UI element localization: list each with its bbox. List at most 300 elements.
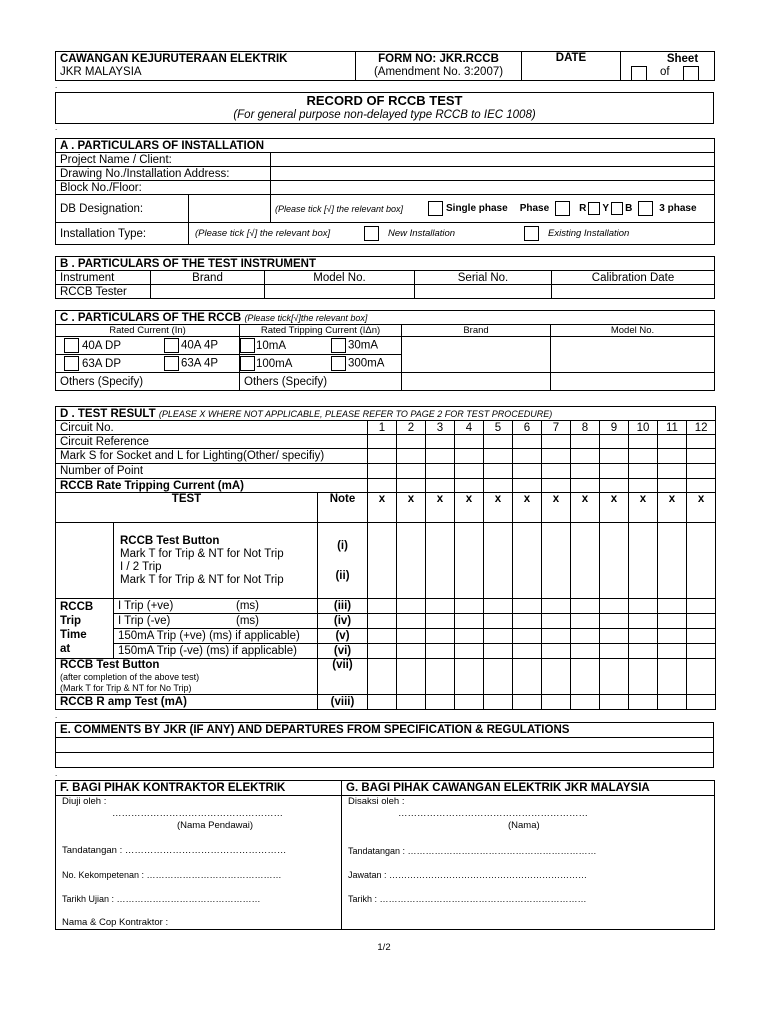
section-f-body [56, 796, 342, 930]
note-iv: (iv) [318, 614, 368, 629]
cell[interactable] [571, 449, 600, 464]
tester-model-field[interactable] [265, 285, 415, 299]
rccb-brand-field[interactable] [402, 337, 551, 373]
cell[interactable] [513, 479, 542, 493]
cell[interactable] [600, 464, 629, 479]
x-mark: x [687, 493, 716, 523]
cell[interactable] [368, 523, 397, 599]
cell[interactable] [513, 464, 542, 479]
cell[interactable] [484, 464, 513, 479]
x-mark: x [542, 493, 571, 523]
col-instrument: Instrument [56, 271, 151, 285]
others-rated[interactable]: Others (Specify) [56, 373, 240, 391]
cell[interactable] [426, 523, 455, 599]
page-number: 1/2 [377, 942, 391, 953]
block-field[interactable] [271, 181, 715, 195]
10ma-checkbox[interactable] [240, 338, 255, 353]
cell[interactable] [658, 523, 687, 599]
disaksi-label: Disaksi oleh : [348, 796, 405, 807]
cell[interactable] [629, 644, 658, 659]
cell[interactable] [455, 599, 484, 614]
mark-s-label: Mark S for Socket and L for Lighting(Other/ specifiy) [56, 449, 368, 464]
date-label: DATE [555, 52, 587, 64]
cell[interactable] [600, 435, 629, 449]
cell[interactable] [600, 479, 629, 493]
cell[interactable] [542, 523, 571, 599]
sheet-label: Sheet [666, 52, 699, 65]
cell[interactable] [513, 449, 542, 464]
cell[interactable] [658, 464, 687, 479]
cell[interactable] [571, 695, 600, 710]
x-mark: x [484, 493, 513, 523]
new-installation-label: New Installation [388, 228, 456, 239]
cell[interactable] [426, 464, 455, 479]
cell[interactable] [397, 523, 426, 599]
g-tarikh[interactable]: Tarikh : …………………………………………………………… [348, 894, 587, 904]
cell[interactable] [484, 629, 513, 644]
cell[interactable] [658, 629, 687, 644]
section-d-note: (PLEASE X WHERE NOT APPLICABLE, PLEASE REFER TO PAGE 2 FOR TEST PROCEDURE) [158, 408, 553, 419]
single-phase-checkbox[interactable] [428, 201, 443, 216]
cell[interactable] [426, 599, 455, 614]
circuit-4: 4 [455, 421, 484, 435]
cell[interactable] [542, 479, 571, 493]
comment-line-1[interactable] [56, 738, 714, 753]
cell[interactable] [426, 695, 455, 710]
pendawai-dots[interactable]: ……………………………………………… [112, 808, 283, 819]
cell[interactable] [629, 614, 658, 629]
40a-4p-checkbox[interactable] [164, 338, 179, 353]
circuit-ref-label: Circuit Reference [56, 435, 368, 449]
y-label: Y [602, 203, 610, 214]
circuit-8: 8 [571, 421, 600, 435]
x-mark: x [426, 493, 455, 523]
cell[interactable] [513, 695, 542, 710]
rccb-tester-label: RCCB Tester [56, 285, 151, 299]
circuit-6: 6 [513, 421, 542, 435]
cell[interactable] [426, 435, 455, 449]
30ma-label: 30mA [348, 339, 379, 352]
note-v: (v) [318, 629, 368, 644]
db-options [271, 195, 715, 223]
rate-trip-label: RCCB Rate Tripping Current (mA) [56, 479, 368, 493]
note-vi: (vi) [318, 644, 368, 659]
cell[interactable] [397, 599, 426, 614]
x-mark: x [455, 493, 484, 523]
circuit-2: 2 [397, 421, 426, 435]
drawing-field[interactable] [271, 167, 715, 181]
blank-cell [56, 523, 114, 599]
cell[interactable] [513, 659, 542, 695]
cell[interactable] [571, 599, 600, 614]
cell[interactable] [426, 644, 455, 659]
test-button2-desc [56, 659, 318, 695]
cell[interactable] [542, 659, 571, 695]
cell[interactable] [571, 644, 600, 659]
x-mark: x [600, 493, 629, 523]
cell[interactable] [484, 449, 513, 464]
circuit-11: 11 [658, 421, 687, 435]
x-mark: x [658, 493, 687, 523]
title-box [55, 92, 714, 124]
sheet-cell [621, 52, 715, 81]
trip-word: Trip [60, 615, 82, 627]
x-mark: x [513, 493, 542, 523]
trip-row1 [240, 337, 402, 355]
cell[interactable] [368, 435, 397, 449]
cell[interactable] [571, 659, 600, 695]
three-phase-checkbox[interactable] [638, 201, 653, 216]
cell[interactable] [658, 449, 687, 464]
note-iii: (iii) [318, 599, 368, 614]
cell[interactable] [658, 479, 687, 493]
others-trip[interactable]: Others (Specify) [240, 373, 402, 391]
cell[interactable] [629, 659, 658, 695]
cell[interactable] [397, 695, 426, 710]
cell[interactable] [397, 479, 426, 493]
cell[interactable] [513, 614, 542, 629]
project-field[interactable] [271, 153, 715, 167]
note-header: Note [318, 493, 368, 523]
cell[interactable] [484, 614, 513, 629]
time-word: Time [60, 629, 87, 641]
cell[interactable] [658, 614, 687, 629]
section-c-heading: C . PARTICULARS OF THE RCCB [60, 311, 242, 324]
300ma-label: 300mA [348, 357, 385, 370]
cell[interactable] [658, 644, 687, 659]
circuit-12: 12 [687, 421, 716, 435]
of-label: of [660, 65, 670, 78]
section-d-heading: D . TEST RESULT [60, 407, 156, 420]
section-a-table [55, 138, 715, 245]
cell[interactable] [368, 614, 397, 629]
cell[interactable] [687, 659, 716, 695]
cell[interactable] [687, 435, 716, 449]
rate-trip-row [56, 479, 716, 493]
btn2-title: RCCB Test Button [60, 659, 160, 671]
section-c-table [55, 310, 715, 391]
col-rated-current: Rated Current (In) [56, 325, 240, 337]
cell[interactable] [484, 695, 513, 710]
cell[interactable] [455, 614, 484, 629]
63a-4p-checkbox[interactable] [164, 356, 179, 371]
cell[interactable] [600, 599, 629, 614]
cell[interactable] [426, 614, 455, 629]
cell[interactable] [426, 449, 455, 464]
cell[interactable] [629, 523, 658, 599]
half-trip: I / 2 Trip [120, 560, 162, 573]
cell[interactable] [397, 659, 426, 695]
cell[interactable] [629, 599, 658, 614]
cell[interactable] [629, 449, 658, 464]
section-g-body [342, 796, 715, 930]
100ma-label: 100mA [256, 357, 293, 370]
cell[interactable] [629, 435, 658, 449]
col-model: Model No. [265, 271, 415, 285]
cell[interactable] [687, 479, 716, 493]
drawing-label: Drawing No./Installation Address: [56, 167, 271, 181]
cell[interactable] [600, 695, 629, 710]
btn-mark: Mark T for Trip & NT for Not Trip [120, 547, 284, 560]
circuit-3: 3 [426, 421, 455, 435]
cell[interactable] [542, 449, 571, 464]
f-kompetenan[interactable]: No. Kekompetenan : ……………………………………… [62, 870, 282, 880]
inst-type-label: Installation Type: [56, 223, 189, 245]
ms-text: (ms) [236, 600, 259, 612]
40a-dp-checkbox[interactable] [64, 338, 79, 353]
db-field[interactable] [189, 195, 271, 223]
cell[interactable] [687, 695, 716, 710]
cell[interactable] [397, 614, 426, 629]
single-phase-label: Single phase [446, 203, 508, 214]
header-table [55, 51, 715, 81]
cell[interactable] [513, 435, 542, 449]
cell[interactable] [687, 614, 716, 629]
g-nama: (Nama) [508, 820, 540, 831]
cell[interactable] [426, 659, 455, 695]
cell[interactable] [600, 644, 629, 659]
section-d-table [55, 406, 716, 710]
three-phase-label: 3 phase [659, 203, 697, 214]
trip-pos-text: I Trip (+ve) [118, 600, 174, 612]
cell[interactable] [629, 695, 658, 710]
y-checkbox[interactable] [611, 202, 623, 215]
existing-installation-checkbox[interactable] [524, 226, 539, 241]
cell[interactable] [600, 629, 629, 644]
block-label: Block No./Floor: [56, 181, 271, 195]
trip-neg-label [114, 614, 318, 629]
trip150-neg-label: 150mA Trip (-ve) (ms) if applicable) [114, 644, 318, 659]
sheet-total-box[interactable] [683, 66, 699, 81]
trip-pos-row [56, 599, 716, 614]
ramp-row [56, 695, 716, 710]
col-rated-tripping: Rated Tripping Current (IΔn) [240, 325, 402, 337]
col-c-brand: Brand [402, 325, 551, 337]
cell[interactable] [513, 599, 542, 614]
cell[interactable] [368, 479, 397, 493]
form-no: FORM NO: JKR.RCCB [378, 53, 499, 65]
cell[interactable] [368, 695, 397, 710]
test-button2-row [56, 659, 716, 695]
num-point-label: Number of Point [56, 464, 368, 479]
x-mark: x [368, 493, 397, 523]
cell[interactable] [542, 435, 571, 449]
cell[interactable] [542, 629, 571, 644]
f-cop[interactable]: Nama & Cop Kontraktor : [62, 917, 169, 928]
cell[interactable] [455, 659, 484, 695]
trip150-neg-row [56, 644, 716, 659]
cell[interactable] [426, 629, 455, 644]
section-b-heading: B . PARTICULARS OF THE TEST INSTRUMENT [56, 257, 715, 271]
phase-checkbox[interactable] [555, 201, 570, 216]
cell[interactable] [571, 629, 600, 644]
tester-brand-field[interactable] [151, 285, 265, 299]
existing-installation-label: Existing Installation [548, 228, 630, 239]
cell[interactable] [368, 599, 397, 614]
g-tandatangan[interactable]: Tandatangan : ……………………………………………………… [348, 846, 597, 856]
rccb-word: RCCB [60, 601, 94, 613]
cell[interactable] [397, 464, 426, 479]
cell[interactable] [542, 464, 571, 479]
cell[interactable] [658, 695, 687, 710]
rccb-trip-time-label [56, 599, 114, 659]
rccb-model-field-2[interactable] [551, 373, 715, 391]
r-checkbox[interactable] [588, 202, 600, 215]
10ma-label: 10mA [256, 339, 287, 352]
cell[interactable] [600, 523, 629, 599]
cell[interactable] [368, 449, 397, 464]
cell[interactable] [455, 435, 484, 449]
cell[interactable] [600, 614, 629, 629]
cell[interactable] [687, 644, 716, 659]
cell[interactable] [484, 523, 513, 599]
org-line2: JKR MALAYSIA [60, 66, 142, 78]
mark-s-row [56, 449, 716, 464]
cell[interactable] [571, 435, 600, 449]
trip150-pos-label: 150mA Trip (+ve) (ms) if applicable) [114, 629, 318, 644]
cell[interactable] [687, 599, 716, 614]
cell[interactable] [542, 599, 571, 614]
circuit-7: 7 [542, 421, 571, 435]
x-mark: x [629, 493, 658, 523]
note-i-ii [318, 523, 368, 599]
section-e-table [55, 722, 714, 768]
at-word: at [60, 643, 71, 655]
form-cell [356, 52, 522, 81]
tester-serial-field[interactable] [415, 285, 552, 299]
r-label: R [579, 203, 587, 214]
cell[interactable] [368, 659, 397, 695]
cell[interactable] [687, 629, 716, 644]
cell[interactable] [455, 523, 484, 599]
nama-pendawai: (Nama Pendawai) [177, 820, 254, 831]
cell[interactable] [455, 644, 484, 659]
cell[interactable] [455, 479, 484, 493]
cell[interactable] [484, 479, 513, 493]
100ma-checkbox[interactable] [240, 356, 255, 371]
rccb-brand-field-2[interactable] [402, 373, 551, 391]
cell[interactable] [571, 464, 600, 479]
30ma-checkbox[interactable] [331, 338, 346, 353]
page-title: RECORD OF RCCB TEST [306, 93, 463, 108]
db-tick-note: (Please tick [√] the relevant box] [275, 203, 403, 214]
g-jawatan[interactable]: Jawatan : ………………………………………………………… [348, 870, 588, 880]
cell[interactable] [687, 464, 716, 479]
cell[interactable] [687, 523, 716, 599]
trip-neg-row [56, 614, 716, 629]
rccb-model-field[interactable] [551, 337, 715, 373]
cell[interactable] [571, 523, 600, 599]
btn2-note2: (Mark T for Trip & NT for No Trip) [60, 683, 192, 693]
cell[interactable] [368, 464, 397, 479]
cell[interactable] [484, 644, 513, 659]
circuit-ref-row [56, 435, 716, 449]
cell[interactable] [658, 435, 687, 449]
tester-calibration-field[interactable] [552, 285, 715, 299]
cell[interactable] [455, 629, 484, 644]
test-header-row [56, 493, 716, 523]
f-tandatangan[interactable]: Tandatangan : …………………………………………… [62, 845, 287, 856]
cell[interactable] [455, 695, 484, 710]
cell[interactable] [397, 449, 426, 464]
test-button-row [56, 523, 716, 599]
40a-4p-label: 40A 4P [181, 339, 219, 352]
cell[interactable] [368, 644, 397, 659]
inst-tick-note: (Please tick [√] the relevant box] [195, 228, 331, 239]
test-button-desc [114, 523, 318, 599]
cell[interactable] [426, 479, 455, 493]
cell[interactable] [513, 629, 542, 644]
circuit-no-label: Circuit No. [56, 421, 368, 435]
300ma-checkbox[interactable] [331, 356, 346, 371]
cell[interactable] [600, 659, 629, 695]
cell[interactable] [513, 523, 542, 599]
cell[interactable] [397, 435, 426, 449]
note-ii: (ii) [335, 569, 350, 582]
f-tarikh-ujian[interactable]: Tarikh Ujian : ………………………………………… [62, 894, 261, 904]
col-c-model: Model No. [551, 325, 715, 337]
note-i: (i) [337, 539, 348, 552]
saksi-dots[interactable]: …………………………………………………… [398, 808, 588, 819]
section-a-heading: A . PARTICULARS OF INSTALLATION [56, 139, 715, 153]
sheet-no-box[interactable] [631, 66, 647, 81]
cell[interactable] [658, 659, 687, 695]
cell[interactable] [629, 479, 658, 493]
circuit-1: 1 [368, 421, 397, 435]
b-label: B [625, 203, 633, 214]
section-c-heading-cell [56, 311, 715, 325]
cell[interactable] [600, 449, 629, 464]
cell[interactable] [542, 644, 571, 659]
cell[interactable] [484, 599, 513, 614]
ms-text: (ms) [236, 615, 259, 627]
circuit-10: 10 [629, 421, 658, 435]
org-cell [56, 52, 356, 81]
cell[interactable] [658, 599, 687, 614]
section-d-heading-cell [56, 407, 716, 421]
cell[interactable] [571, 479, 600, 493]
cell[interactable] [687, 449, 716, 464]
cell[interactable] [542, 614, 571, 629]
cell[interactable] [542, 695, 571, 710]
comment-line-2[interactable] [56, 753, 714, 768]
cell[interactable] [629, 464, 658, 479]
cell[interactable] [484, 659, 513, 695]
btn2-note1: (after completion of the above test) [60, 672, 200, 682]
note-vii: (vii) [318, 659, 368, 695]
cell[interactable] [368, 629, 397, 644]
cell[interactable] [397, 629, 426, 644]
btn-title: RCCB Test Button [120, 534, 220, 547]
cell[interactable] [513, 644, 542, 659]
63a-dp-checkbox[interactable] [64, 356, 79, 371]
signature-table [55, 780, 715, 930]
x-mark: x [571, 493, 600, 523]
cell[interactable] [629, 629, 658, 644]
cell[interactable] [484, 435, 513, 449]
cell[interactable] [455, 464, 484, 479]
trip150-pos-row [56, 629, 716, 644]
new-installation-checkbox[interactable] [364, 226, 379, 241]
cell[interactable] [397, 644, 426, 659]
x-mark: x [397, 493, 426, 523]
section-g-heading: G. BAGI PIHAK CAWANGAN ELEKTRIK JKR MALAYSIA [342, 781, 715, 796]
cell[interactable] [571, 614, 600, 629]
cell[interactable] [455, 449, 484, 464]
note-viii: (viii) [318, 695, 368, 710]
test-header: TEST [56, 493, 318, 523]
trip-row2 [240, 355, 402, 373]
